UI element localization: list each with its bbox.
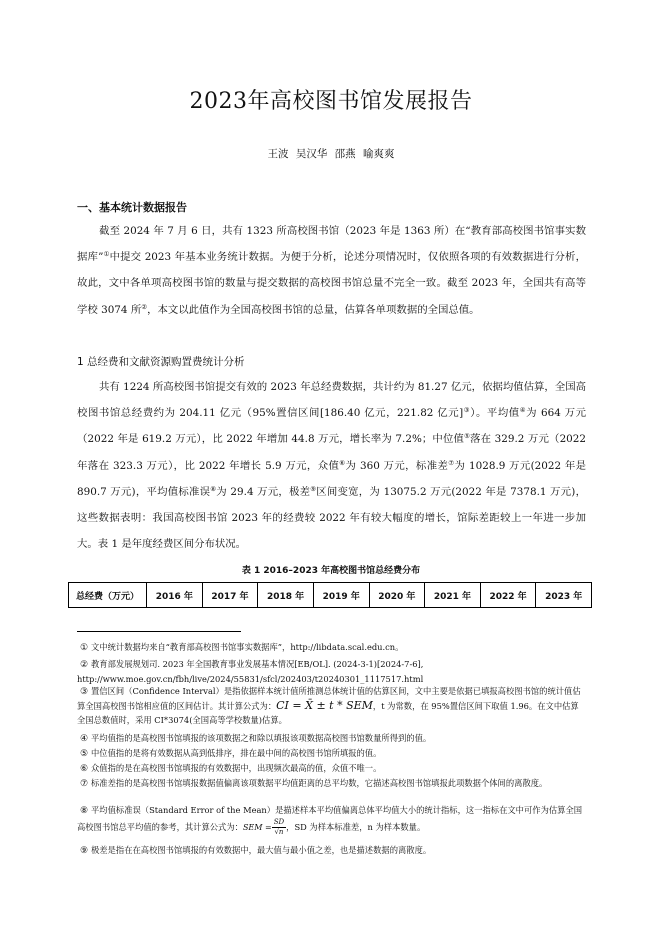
table-header-cell: 2023 年 [536,583,592,608]
funding-table [68,582,592,608]
footnote-separator [77,631,241,632]
table-header-cell: 2018 年 [258,583,314,608]
footnote-7: ⑦ 标准差指的是高校图书馆填报数据值偏离该项数据平均值距离的总平均数，它描述高校图书馆填报此项数据个体间的离散度。 [79,778,548,789]
section-heading-2: 1 总经费和文献资源购置费统计分析 [77,356,245,368]
footnote-9: ⑨ 极差是指在在高校图书馆填报的有效数据中，最大值与最小值之差，也是描述数据的离散度。 [79,845,432,856]
section-heading-1: 一、基本统计数据报告 [77,201,187,214]
sem-formula-fraction: $\frac{SD}{√n}$ [273,818,285,836]
footnote-5: ⑤ 中位值指的是将有效数据从高到低排序，排在最中间的高校图书馆所填报的值。 [79,748,382,759]
footnote-ref-6[interactable]: ⑥ [339,458,346,467]
ci-formula: CI = X̄ ± t * SEM [276,699,373,712]
sem-formula-lhs: SEM = [242,823,272,832]
table-caption: 表 1 2016–2023 年高校图书馆总经费分布 [241,566,421,576]
footnote-6: ⑥ 众值指的是在高校图书馆填报的有效数据中，出现频次最高的值，众值不唯一。 [79,763,382,774]
footnote-4: ④ 平均值指的是高校图书馆填报的该项数据之和除以填报该项数据高校图书馆数量所得到的值。 [79,733,432,744]
paragraph-intro: 截至 2024 年 7 月 6 日，共有 1323 所高校图书馆（2023 年是 1363 所）在“教育部高校图书馆事实数据库”①中提交 2023 年基本业务统计数据。为便于分析，论述分项情况时，仅依照各项的有效数据进行分析，故此，文中各单项高校图书馆的数量与提交数据的高校图书馆总量不完全一致。截至 2023 年，全国共有高等学校 3074 所②，本文以此值作为全国高校图书馆的总量，估算各单项数据的全国总值。 [77,225,587,316]
table-header-cell: 2020 年 [369,583,425,608]
table-header-cell: 2017 年 [202,583,258,608]
authors-line: 王波 吴汉华 邵燕 喻爽爽 [267,148,395,160]
footnote-1: ① 文中统计数据均来自“教育部高校图书馆事实数据库”，http://libdata.scal.edu.cn。 [79,642,404,653]
footnote-ref-1[interactable]: ① [103,250,110,259]
footnote-2: ② 教育部发展规划司. 2023 年全国教育事业发展基本情况[EB/OL]. (2024-3-1)[2024-7-6], http://www.moe.gov.cn/fbh/live/2024/55831/sfcl/202403/t20240301_1117517.html [77,659,424,684]
paragraph-funding: 共有 1224 所高校图书馆提交有效的 2023 年总经费数据，共计约为 81.27 亿元，依据均值估算，全国高校图书馆总经费约为 204.11 亿元（95%置信区间[186.40 亿元，221.82 亿元]③）。平均值④为 664 万元（2022 年是 619.2 万元），比 2022 年增加 44.8 万元，增长率为 7.2%；中位值⑤落在 329.2 万元（2022 年落在 323.3 万元），比 2022 年增长 5.9 万元，众值⑥为 360 万元，标准差⑦为 1028.9 万元(2022 年是 890.7 万元)，平均值标准误⑧为 29.4 万元，极差⑨区间变宽，为 13075.2 万元(2022 年是 7378.1 万元)，这些数据表明：我国高校图书馆 2023 年的经费较 2022 年有较大幅度的增长，馆际差距较上一年进一步加大。表 1 是年度经费区间分布状况。 [77,381,587,551]
table-header-cell: 总经费（万元） [69,583,147,608]
table-header-cell: 2019 年 [313,583,369,608]
footnote-ref-7[interactable]: ⑦ [448,458,455,467]
table-header-cell: 2021 年 [425,583,481,608]
table-header-row [69,583,592,608]
footnote-ref-4[interactable]: ④ [519,406,527,415]
footnote-ref-2[interactable]: ② [141,302,148,311]
table-header-cell: 2016 年 [147,583,203,608]
footnote-ref-5[interactable]: ⑤ [464,432,471,441]
page-title: 2023年高校图书馆发展报告 [189,89,473,114]
footnote-ref-9[interactable]: ⑨ [310,484,317,493]
footnote-3: ③ 置信区间（Confidence Interval）是指依据样本统计值所推测总体统计值的估算区间，文中主要是依据已填报高校图书馆的统计值估算全国高校图书馆相应值的区间估计。其计算公式为：CI = X̄ ± t * SEM，t 为常数，在 95%置信区间下取值 1.96。在文中估算全国总数值时，采用 CI*3074(全国高等学校数量)估算。 [77,686,581,725]
footnote-8: ⑧ 平均值标准误（Standard Error of the Mean）是描述样本平均值偏离总体平均值大小的统计指标，这一指标在文中可作为估算全国高校图书馆总平均值的参考，其计算公式为：SEM = $\frac{SD}{√n}$ ，SD 为样本标准差，n 为样本数量。 [77,805,583,836]
footnote-ref-3[interactable]: ③ [463,406,471,415]
footnote-ref-8[interactable]: ⑧ [210,484,217,493]
table-header-cell: 2022 年 [480,583,536,608]
